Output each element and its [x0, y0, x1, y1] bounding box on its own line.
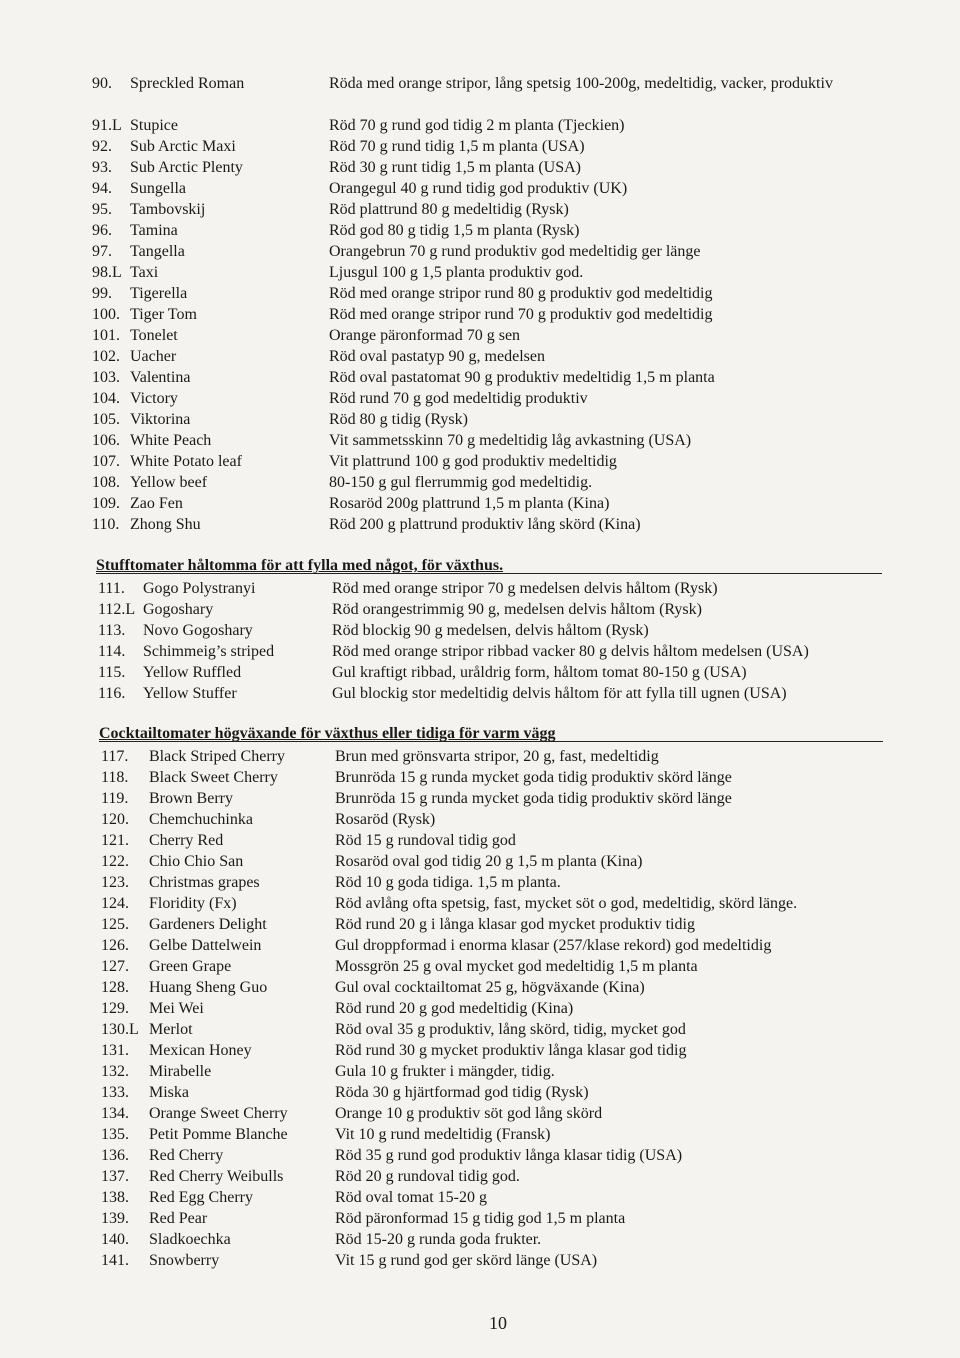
list-item — [0, 1124, 960, 1145]
page-number: 10 — [489, 1313, 507, 1333]
item-number: 93. — [92, 159, 112, 176]
variety-description: Röd avlång ofta spetsig, fast, mycket söt o god, medeltidig, skörd länge. — [335, 895, 798, 912]
list-item — [0, 1061, 960, 1082]
variety-name: Red Cherry — [149, 1147, 224, 1164]
item-number: 134. — [101, 1105, 129, 1122]
item-number: 107. — [92, 453, 120, 470]
variety-description: Orangegul 40 g rund tidig god produktiv (UK) — [329, 180, 628, 197]
item-number: 125. — [101, 916, 129, 933]
item-number: 109. — [92, 495, 120, 512]
list-item — [0, 599, 960, 620]
list-item — [0, 977, 960, 998]
variety-name: Yellow Ruffled — [143, 664, 242, 681]
variety-description: Vit sammetsskinn 70 g medeltidig låg avkastning (USA) — [329, 432, 692, 449]
variety-name: Sub Arctic Plenty — [130, 159, 243, 176]
list-item — [0, 451, 960, 472]
variety-description: Brunröda 15 g runda mycket goda tidig produktiv skörd länge — [335, 790, 732, 807]
item-number: 127. — [101, 958, 129, 975]
item-number: 98.L — [92, 264, 122, 281]
variety-name: Tiger Tom — [130, 306, 197, 323]
variety-name: Gogo Polystranyi — [143, 580, 256, 597]
variety-description: Röd päronformad 15 g tidig god 1,5 m planta — [335, 1210, 626, 1227]
variety-name: Sladkoechka — [149, 1231, 231, 1248]
variety-name: Red Egg Cherry — [149, 1189, 253, 1206]
list-item — [0, 872, 960, 893]
list-item — [0, 683, 960, 704]
list-item — [0, 1145, 960, 1166]
list-item — [0, 346, 960, 367]
variety-description: Röd 70 g rund tidig 1,5 m planta (USA) — [329, 138, 585, 155]
variety-name: Cherry Red — [149, 832, 224, 849]
list-item — [0, 325, 960, 346]
variety-name: Uacher — [130, 348, 177, 365]
variety-name: Spreckled Roman — [130, 75, 245, 92]
item-number: 94. — [92, 180, 112, 197]
variety-description: Gula 10 g frukter i mängder, tidig. — [335, 1063, 555, 1080]
list-item — [0, 935, 960, 956]
variety-name: Mei Wei — [149, 1000, 204, 1017]
list-item — [0, 157, 960, 178]
variety-name: Schimmeig’s striped — [143, 643, 275, 660]
list-item — [0, 767, 960, 788]
variety-description: Mossgrön 25 g oval mycket god medeltidig 1,5 m planta — [335, 958, 698, 975]
variety-name: Taxi — [130, 264, 159, 281]
variety-description: Röd plattrund 80 g medeltidig (Rysk) — [329, 201, 569, 218]
item-number: 91.L — [92, 117, 122, 134]
item-number: 136. — [101, 1147, 129, 1164]
item-number: 92. — [92, 138, 112, 155]
list-item — [0, 493, 960, 514]
item-number: 139. — [101, 1210, 129, 1227]
list-item — [0, 241, 960, 262]
variety-name: Yellow beef — [130, 474, 208, 491]
item-number: 111. — [98, 580, 125, 597]
variety-description: 80-150 g gul flerrummig god medeltidig. — [329, 474, 593, 491]
item-number: 130.L — [101, 1021, 139, 1038]
variety-name: Mexican Honey — [149, 1042, 252, 1059]
item-number: 106. — [92, 432, 120, 449]
item-number: 121. — [101, 832, 129, 849]
variety-name: Chio Chio San — [149, 853, 244, 870]
variety-description: Röd orangestrimmig 90 g, medelsen delvis håltom (Rysk) — [332, 601, 702, 618]
item-number: 97. — [92, 243, 112, 260]
variety-name: Chemchuchinka — [149, 811, 253, 828]
variety-description: Röd rund 20 g god medeltidig (Kina) — [335, 1000, 574, 1017]
item-number: 133. — [101, 1084, 129, 1101]
variety-description: Röd oval pastatomat 90 g produktiv medeltidig 1,5 m planta — [329, 369, 715, 386]
variety-description: Röd blockig 90 g medelsen, delvis håltom (Rysk) — [332, 622, 649, 639]
list-item — [0, 1229, 960, 1250]
list-item — [0, 914, 960, 935]
item-number: 126. — [101, 937, 129, 954]
item-number: 118. — [101, 769, 129, 786]
variety-description: Röd 10 g goda tidiga. 1,5 m planta. — [335, 874, 561, 891]
list-item — [0, 746, 960, 767]
variety-name: Petit Pomme Blanche — [149, 1126, 288, 1143]
item-number: 131. — [101, 1042, 129, 1059]
item-number: 122. — [101, 853, 129, 870]
variety-name: Gardeners Delight — [149, 916, 267, 933]
variety-name: Snowberry — [149, 1252, 220, 1269]
item-number: 104. — [92, 390, 120, 407]
variety-name: Sungella — [130, 180, 186, 197]
variety-description: Röd oval pastatyp 90 g, medelsen — [329, 348, 545, 365]
list-item — [0, 956, 960, 977]
variety-description: Vit 10 g rund medeltidig (Fransk) — [335, 1126, 551, 1143]
variety-name: Valentina — [130, 369, 191, 386]
variety-description: Röd 70 g rund god tidig 2 m planta (Tjeckien) — [329, 117, 625, 134]
variety-description: Röd oval 35 g produktiv, lång skörd, tidig, mycket god — [335, 1021, 686, 1038]
variety-name: Novo Gogoshary — [143, 622, 253, 639]
variety-description: Röd med orange stripor 70 g medelsen delvis håltom (Rysk) — [332, 580, 718, 597]
list-item — [0, 1250, 960, 1271]
list-item — [0, 262, 960, 283]
variety-description: Röd 20 g rundoval tidig god. — [335, 1168, 520, 1185]
variety-description: Röd med orange stripor rund 70 g produktiv god medeltidig — [329, 306, 713, 323]
variety-name: Green Grape — [149, 958, 232, 975]
list-item — [0, 578, 960, 599]
item-number: 138. — [101, 1189, 129, 1206]
item-number: 128. — [101, 979, 129, 996]
list-item — [0, 1166, 960, 1187]
variety-description: Röd 30 g runt tidig 1,5 m planta (USA) — [329, 159, 581, 176]
item-number: 101. — [92, 327, 120, 344]
item-number: 132. — [101, 1063, 129, 1080]
variety-name: White Potato leaf — [130, 453, 242, 470]
variety-description: Rosaröd (Rysk) — [335, 811, 436, 828]
variety-name: Yellow Stuffer — [143, 685, 237, 702]
variety-description: Röd 15 g rundoval tidig god — [335, 832, 516, 849]
variety-description: Röda 30 g hjärtformad god tidig (Rysk) — [335, 1084, 589, 1101]
list-item — [0, 430, 960, 451]
variety-name: Miska — [149, 1084, 189, 1101]
variety-description: Röd oval tomat 15-20 g — [335, 1189, 487, 1206]
variety-name: Stupice — [130, 117, 178, 134]
list-item — [0, 641, 960, 662]
item-number: 115. — [98, 664, 126, 681]
list-item — [0, 1082, 960, 1103]
item-number: 100. — [92, 306, 120, 323]
section-divider — [96, 573, 882, 574]
variety-name: Sub Arctic Maxi — [130, 138, 236, 155]
variety-name: Tangella — [130, 243, 185, 260]
section-divider — [99, 741, 883, 742]
item-number: 124. — [101, 895, 129, 912]
variety-name: Gogoshary — [143, 601, 214, 618]
item-number: 102. — [92, 348, 120, 365]
variety-name: Tambovskij — [130, 201, 206, 218]
item-number: 137. — [101, 1168, 129, 1185]
variety-name: Mirabelle — [149, 1063, 212, 1080]
variety-list-main — [0, 73, 960, 535]
variety-name: Orange Sweet Cherry — [149, 1105, 288, 1122]
list-item — [0, 115, 960, 136]
item-number: 123. — [101, 874, 129, 891]
variety-description: Röd god 80 g tidig 1,5 m planta (Rysk) — [329, 222, 580, 239]
list-item — [0, 893, 960, 914]
item-number: 114. — [98, 643, 126, 660]
variety-description: Röd 35 g rund god produktiv långa klasar tidig (USA) — [335, 1147, 683, 1164]
list-item — [0, 409, 960, 430]
variety-name: Red Pear — [149, 1210, 208, 1227]
variety-description: Rosaröd oval god tidig 20 g 1,5 m planta (Kina) — [335, 853, 643, 870]
item-number: 103. — [92, 369, 120, 386]
variety-description: Brun med grönsvarta stripor, 20 g, fast, medeltidig — [335, 748, 659, 765]
variety-name: Viktorina — [130, 411, 191, 428]
variety-name: Gelbe Dattelwein — [149, 937, 262, 954]
variety-name: Huang Sheng Guo — [149, 979, 268, 996]
item-number: 135. — [101, 1126, 129, 1143]
section-heading-cocktailtomater: Cocktailtomater högväxande för växthus eller tidiga för varm vägg — [99, 725, 556, 742]
list-item — [0, 178, 960, 199]
variety-description: Röd 200 g plattrund produktiv lång skörd (Kina) — [329, 516, 641, 533]
variety-description: Röd med orange stripor rund 80 g produktiv god medeltidig — [329, 285, 713, 302]
list-item — [0, 1040, 960, 1061]
list-item — [0, 1187, 960, 1208]
variety-description: Röd rund 30 g mycket produktiv långa klasar god tidig — [335, 1042, 687, 1059]
list-item — [0, 1019, 960, 1040]
variety-name: White Peach — [130, 432, 212, 449]
variety-description: Gul oval cocktailtomat 25 g, högväxande (Kina) — [335, 979, 645, 996]
variety-description: Röda med orange stripor, lång spetsig 100-200g, medeltidig, vacker, produktiv — [329, 75, 833, 92]
variety-name: Zhong Shu — [130, 516, 201, 533]
variety-name: Zao Fen — [130, 495, 183, 512]
variety-description: Rosaröd 200g plattrund 1,5 m planta (Kina) — [329, 495, 610, 512]
list-item — [0, 851, 960, 872]
variety-description: Gul blockig stor medeltidig delvis håltom för att fylla till ugnen (USA) — [332, 685, 787, 702]
item-number: 141. — [101, 1252, 129, 1269]
list-item — [0, 514, 960, 535]
item-number: 90. — [92, 75, 112, 92]
variety-name: Black Striped Cherry — [149, 748, 285, 765]
section-heading-stufftomater: Stufftomater håltomma för att fylla med något, för växthus. — [96, 557, 504, 574]
item-number: 112.L — [98, 601, 136, 618]
variety-description: Röd 80 g tidig (Rysk) — [329, 411, 468, 428]
item-number: 116. — [98, 685, 126, 702]
variety-description: Gul droppformad i enorma klasar (257/klase rekord) god medeltidig — [335, 937, 772, 954]
item-number: 129. — [101, 1000, 129, 1017]
item-number: 99. — [92, 285, 112, 302]
item-number: 108. — [92, 474, 120, 491]
variety-description: Ljusgul 100 g 1,5 planta produktiv god. — [329, 264, 584, 281]
list-item — [0, 73, 960, 115]
item-number: 110. — [92, 516, 120, 533]
list-item — [0, 136, 960, 157]
item-number: 95. — [92, 201, 112, 218]
item-number: 113. — [98, 622, 126, 639]
variety-description: Vit plattrund 100 g god produktiv medeltidig — [329, 453, 617, 470]
list-item — [0, 220, 960, 241]
list-item — [0, 367, 960, 388]
list-item — [0, 809, 960, 830]
variety-description: Vit 15 g rund god ger skörd länge (USA) — [335, 1252, 598, 1269]
variety-description: Orange päronformad 70 g sen — [329, 327, 521, 344]
list-item — [0, 1103, 960, 1124]
variety-description: Gul kraftigt ribbad, uråldrig form, håltom tomat 80-150 g (USA) — [332, 664, 747, 681]
item-number: 117. — [101, 748, 129, 765]
list-item — [0, 304, 960, 325]
item-number: 119. — [101, 790, 129, 807]
list-item — [0, 620, 960, 641]
variety-description: Orange 10 g produktiv söt god lång skörd — [335, 1105, 603, 1122]
variety-name: Tamina — [130, 222, 178, 239]
list-item — [0, 662, 960, 683]
variety-name: Floridity (Fx) — [149, 895, 237, 912]
list-item — [0, 998, 960, 1019]
list-item — [0, 788, 960, 809]
variety-name: Christmas grapes — [149, 874, 260, 891]
variety-description: Röd rund 70 g god medeltidig produktiv — [329, 390, 588, 407]
item-number: 105. — [92, 411, 120, 428]
variety-name: Tonelet — [130, 327, 178, 344]
variety-description: Orangebrun 70 g rund produktiv god medeltidig ger länge — [329, 243, 701, 260]
item-number: 140. — [101, 1231, 129, 1248]
variety-name: Brown Berry — [149, 790, 233, 807]
list-item — [0, 283, 960, 304]
variety-description: Röd rund 20 g i långa klasar god mycket produktiv tidig — [335, 916, 695, 933]
list-item — [0, 472, 960, 493]
variety-name: Tigerella — [130, 285, 188, 302]
list-item — [0, 830, 960, 851]
variety-description: Röd 15-20 g runda goda frukter. — [335, 1231, 542, 1248]
variety-list-cocktailtomater — [0, 746, 960, 1271]
item-number: 120. — [101, 811, 129, 828]
list-item — [0, 388, 960, 409]
list-item — [0, 1208, 960, 1229]
list-item — [0, 199, 960, 220]
variety-list-stufftomater — [0, 578, 960, 704]
variety-description: Röd med orange stripor ribbad vacker 80 g delvis håltom medelsen (USA) — [332, 643, 809, 660]
variety-name: Victory — [130, 390, 178, 407]
variety-description: Brunröda 15 g runda mycket goda tidig produktiv skörd länge — [335, 769, 732, 786]
variety-name: Merlot — [149, 1021, 193, 1038]
variety-name: Red Cherry Weibulls — [149, 1168, 284, 1185]
variety-name: Black Sweet Cherry — [149, 769, 278, 786]
item-number: 96. — [92, 222, 112, 239]
